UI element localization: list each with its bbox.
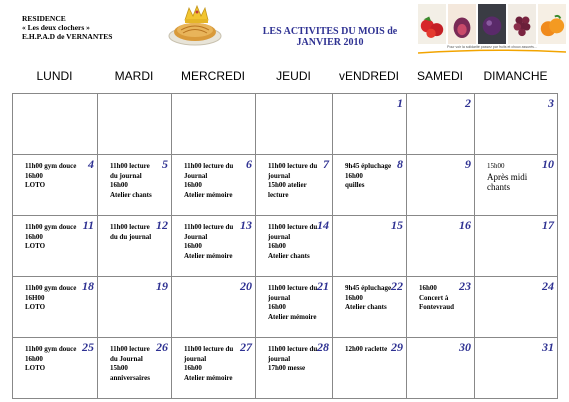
day-activities: 11h00 lecture du journal 15h00 atelier lecture bbox=[268, 162, 318, 199]
weekday-header: DIMANCHE bbox=[483, 69, 548, 83]
weekday-header: vENDREDI bbox=[338, 69, 399, 83]
weekday-header: LUNDI bbox=[36, 69, 73, 83]
calendar-day-cell bbox=[13, 155, 98, 216]
weekday-header: MERCREDI bbox=[180, 69, 245, 83]
calendar-day-cell bbox=[333, 338, 407, 399]
day-number: 30 bbox=[459, 340, 471, 354]
day-number: 1 bbox=[397, 96, 403, 110]
calendar-week bbox=[13, 277, 558, 338]
title-line-1: LES ACTIVITES DU MOIS de bbox=[262, 26, 398, 37]
ehpad-name: E.H.P.A.D de VERNANTES bbox=[22, 32, 113, 41]
day-number: 11 bbox=[82, 218, 94, 232]
weekday-header-row bbox=[12, 66, 557, 86]
calendar-day-cell bbox=[172, 216, 256, 277]
calendar-day-cell bbox=[256, 338, 333, 399]
residence-name: « Les deux clochers » bbox=[22, 23, 90, 32]
day-activities: 11h00 lecture du journal 17h00 messe bbox=[268, 345, 318, 372]
day-number: 31 bbox=[542, 340, 554, 354]
weekday-header: JEUDI bbox=[276, 69, 311, 83]
calendar-day-cell bbox=[13, 216, 98, 277]
day-activities: 9h45 épluchage 16h00 quilles bbox=[345, 162, 392, 189]
day-number: 8 bbox=[397, 157, 403, 171]
day-activities: 11h00 gym douce 16h00 LOTO bbox=[25, 162, 77, 189]
page-title bbox=[250, 26, 410, 48]
oranges-image bbox=[538, 4, 566, 44]
fruit-banner-caption: Pour voir la solidarité passez par fruits et choux assurés... bbox=[447, 45, 537, 49]
day-activities: 11h00 lecture du du journal bbox=[110, 223, 152, 241]
calendar-day-cell bbox=[13, 277, 98, 338]
calendar-day-cell bbox=[407, 277, 475, 338]
calendar-day-cell bbox=[98, 277, 172, 338]
calendar-day-cell bbox=[13, 94, 98, 155]
calendar-day-cell bbox=[407, 338, 475, 399]
activity-time: 15h00 bbox=[487, 162, 505, 170]
day-activities: 12h00 raclette bbox=[345, 345, 388, 353]
calendar-day-cell bbox=[98, 155, 172, 216]
day-number: 14 bbox=[317, 218, 329, 232]
day-number: 4 bbox=[88, 157, 94, 171]
calendar-day-cell bbox=[407, 94, 475, 155]
calendar-day-cell bbox=[333, 216, 407, 277]
day-number: 23 bbox=[459, 279, 471, 293]
day-number: 13 bbox=[240, 218, 252, 232]
calendar-week bbox=[13, 338, 558, 399]
day-activities: 11h00 lecture du journal 16h00 Atelier chants bbox=[110, 162, 152, 199]
day-number: 9 bbox=[465, 157, 471, 171]
calendar-day-cell bbox=[172, 155, 256, 216]
calendar-day-cell bbox=[333, 155, 407, 216]
day-activities: 11h00 lecture du Journal 16h00 Atelier mémoire bbox=[184, 162, 234, 199]
day-number: 12 bbox=[156, 218, 168, 232]
calendar-day-cell bbox=[333, 94, 407, 155]
weekday-header: SAMEDI bbox=[416, 69, 463, 83]
day-number: 20 bbox=[240, 279, 252, 293]
title-line-2: JANVIER 2010 bbox=[296, 37, 364, 48]
calendar-day-cell bbox=[475, 155, 558, 216]
calendar-day-cell bbox=[13, 338, 98, 399]
calendar-grid bbox=[12, 93, 558, 399]
calendar-day-cell bbox=[98, 216, 172, 277]
day-number: 16 bbox=[459, 218, 471, 232]
calendar-day-cell bbox=[172, 277, 256, 338]
weekday-header: MARDI bbox=[114, 69, 154, 83]
day-activities: 11h00 gym douce 16H00 LOTO bbox=[25, 284, 77, 311]
calendar-day-cell bbox=[475, 216, 558, 277]
calendar-day-cell bbox=[256, 155, 333, 216]
day-activities: 11h00 lecture du Journal 16h00 Atelier mémoire bbox=[184, 223, 234, 260]
fruit-banner-image bbox=[418, 0, 566, 54]
calendar-day-cell bbox=[172, 94, 256, 155]
day-activities: 11h00 lecture du journal 16h00 Atelier mémoire bbox=[268, 284, 318, 321]
day-number: 7 bbox=[323, 157, 329, 171]
calendar-day-cell bbox=[256, 277, 333, 338]
day-number: 26 bbox=[156, 340, 168, 354]
day-number: 27 bbox=[240, 340, 252, 354]
day-number: 29 bbox=[391, 340, 403, 354]
day-number: 2 bbox=[465, 96, 471, 110]
calendar-week bbox=[13, 155, 558, 216]
day-activities: 11h00 lecture du Journal 15h00 anniversaires bbox=[110, 345, 150, 382]
plum-image bbox=[478, 4, 506, 44]
calendar-day-cell bbox=[98, 338, 172, 399]
strawberries-image bbox=[418, 4, 446, 44]
day-number: 19 bbox=[156, 279, 168, 293]
day-number: 5 bbox=[162, 157, 168, 171]
galette-des-rois-image bbox=[165, 2, 225, 48]
calendar-week bbox=[13, 94, 558, 155]
day-activities: 11h00 lecture du journal 16h00 Atelier chants bbox=[268, 223, 318, 260]
calendar-week bbox=[13, 216, 558, 277]
day-activities: 11h00 gym douce 16h00 LOTO bbox=[25, 345, 77, 372]
calendar-day-cell bbox=[333, 277, 407, 338]
activity-label: Après midi chants bbox=[487, 171, 528, 192]
day-number: 15 bbox=[391, 218, 403, 232]
day-activities: 9h45 épluchage 16h00 Atelier chants bbox=[345, 284, 392, 311]
calendar-day-cell bbox=[475, 338, 558, 399]
day-activities bbox=[487, 162, 545, 192]
day-activities: 16h00 Concert à Fontevraud bbox=[419, 284, 454, 311]
day-number: 17 bbox=[542, 218, 554, 232]
calendar-day-cell bbox=[256, 94, 333, 155]
day-number: 25 bbox=[82, 340, 94, 354]
day-number: 6 bbox=[246, 157, 252, 171]
day-number: 10 bbox=[542, 157, 554, 171]
day-number: 3 bbox=[548, 96, 554, 110]
grapes-image bbox=[508, 4, 536, 44]
day-number: 18 bbox=[82, 279, 94, 293]
calendar-day-cell bbox=[407, 216, 475, 277]
calendar-day-cell bbox=[172, 338, 256, 399]
calendar-day-cell bbox=[407, 155, 475, 216]
banner-swoosh bbox=[418, 49, 566, 54]
day-number: 24 bbox=[542, 279, 554, 293]
day-activities: 11h00 lecture du journal 16h00 Atelier mémoire bbox=[184, 345, 234, 382]
calendar-day-cell bbox=[475, 277, 558, 338]
day-number: 28 bbox=[317, 340, 329, 354]
residence-header bbox=[22, 14, 162, 41]
calendar-day-cell bbox=[98, 94, 172, 155]
day-number: 22 bbox=[391, 279, 403, 293]
day-activities: 11h00 gym douce 16h00 LOTO bbox=[25, 223, 77, 250]
residence-line: RESIDENCE bbox=[22, 14, 66, 23]
calendar-day-cell bbox=[475, 94, 558, 155]
fig-image bbox=[448, 4, 476, 44]
day-number: 21 bbox=[317, 279, 329, 293]
calendar-day-cell bbox=[256, 216, 333, 277]
